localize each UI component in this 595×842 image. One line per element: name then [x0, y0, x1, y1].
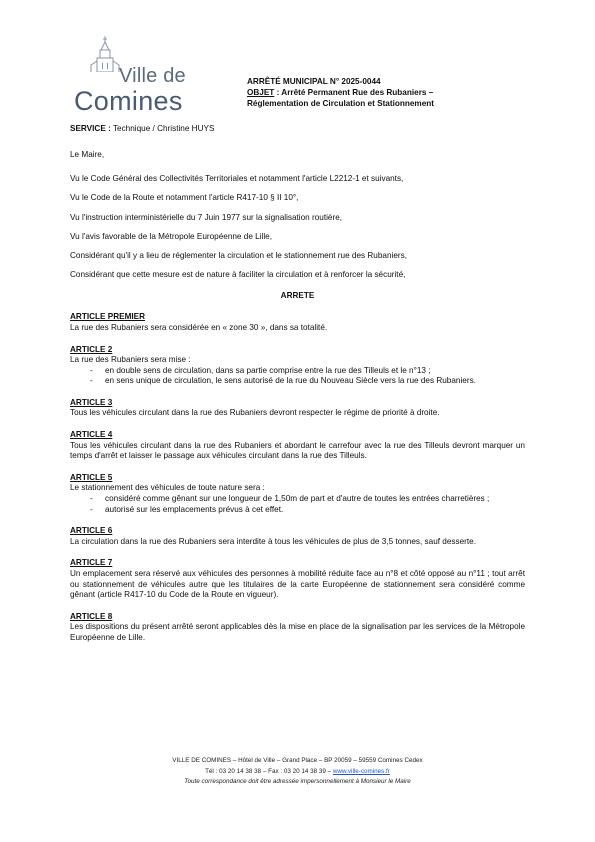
article-title: ARTICLE 6 [70, 526, 113, 536]
document-body [70, 124, 525, 644]
article-2 [70, 345, 525, 387]
article-text: Tous les véhicules circulant dans la rue des Rubaniers et abordant le carrefour avec la rue des Tilleuls devront marquer un temps d'arrêt et laisser le passage aux véhicules circulant dans la rue des Tilleuls. [70, 440, 525, 461]
footer-notice: Toute correspondance doit être adressée impersonnellement à Monsieur le Maire [184, 778, 411, 785]
city-logo [72, 30, 192, 115]
service-value: Technique / Christine HUYS [110, 124, 215, 133]
article-title: ARTICLE 3 [70, 397, 113, 407]
considerant: Considérant que cette mesure est de nature à faciliter la circulation et à renforcer la sécurité, [70, 270, 406, 280]
list-item: - en double sens de circulation, dans sa partie comprise entre la rue des Tilleuls et le n°13 ; [70, 366, 525, 377]
article-intro: Le stationnement des véhicules de toute nature sera : [70, 483, 265, 493]
article-5 [70, 473, 525, 515]
article-title: ARTICLE 8 [70, 611, 113, 621]
article-text: La circulation dans la rue des Rubaniers sera interdite à tous les véhicules de plus de 3,5 tonnes, sauf desserte. [70, 536, 476, 546]
logo-text-comines: Comines [74, 86, 183, 116]
article-title: ARTICLE 7 [70, 558, 113, 568]
logo-text-ville-de: Ville de [119, 65, 186, 87]
objet-line [247, 87, 434, 98]
considerant: Vu l'instruction interministérielle du 7 Juin 1977 sur la signalisation routière, [70, 212, 343, 222]
list-item: - considéré comme gênant sur une longueur de 1,50m de part et d'autre de toutes les entrées charretières ; [70, 494, 525, 505]
church-tower-icon [88, 36, 122, 72]
list-item: - autorisé sur les emplacements prévus à cet effet. [70, 505, 525, 516]
article-8 [70, 612, 525, 644]
considerant: Vu l'avis favorable de la Métropole Européenne de Lille, [70, 231, 272, 241]
list-item: - en sens unique de circulation, le sens autorisé de la rue du Nouveau Siècle vers la rue des Rubaniers. [70, 376, 525, 387]
considerant: Considérant qu'il y a lieu de réglementer la circulation et le stationnement rue des Rubaniers, [70, 250, 407, 260]
considerant: Vu le Code Général des Collectivités Territoriales et notamment l'article L2212-1 et suivants, [70, 174, 404, 184]
considerant: Vu le Code de la Route et notamment l'article R417-10 § II 10°, [70, 193, 299, 203]
footer-phone-fax: Tél : 03 20 14 38 38 – Fax : 03 20 14 38 39 – [205, 767, 333, 775]
article-7 [70, 558, 525, 600]
article-title: ARTICLE 5 [70, 472, 113, 482]
article-3 [70, 398, 525, 419]
article-text: Les dispositions du présent arrêté seront applicables dès la mise en place de la signalisation par les services de la Métropole Européenne de Lille. [70, 622, 525, 642]
footer-address: VILLE DE COMINES – Hôtel de Ville – Grand Place – BP 20059 – 59559 Comines Cedex [172, 757, 423, 764]
article-text: La rue des Rubaniers sera considérée en « zone 30 », dans sa totalité. [70, 322, 328, 332]
arrete-title-block [247, 76, 434, 109]
article-title: ARTICLE 2 [70, 344, 113, 354]
page-footer [0, 756, 595, 788]
article-title: ARTICLE 4 [70, 430, 113, 440]
article-text: Tous les véhicules circulant dans la rue des Rubaniers devront respecter le régime de priorité à droite. [70, 408, 440, 418]
service-label: SERVICE : [70, 124, 111, 133]
arrete-number: ARRÊTÉ MUNICIPAL N° 2025-0044 [247, 77, 381, 86]
arrete-heading: ARRETE [280, 290, 315, 300]
article-text: Un emplacement sera réservé aux véhicules des personnes à mobilité réduite face au n°8 et côté opposé au n°11 ; tout arrêt ou stationnement de véhicules autre que les titulaires de la carte Européenne de stationnement sera considéré comme gênant (article R417-10 du Code de la Route en vigueur). [70, 569, 525, 600]
footer-contact [0, 767, 595, 778]
article-title: ARTICLE PREMIER [70, 312, 146, 322]
objet-label: OBJET [247, 88, 275, 97]
article-1 [70, 312, 525, 333]
website-link[interactable]: www.ville-comines.fr [332, 767, 390, 775]
service-line [70, 124, 525, 135]
article-4 [70, 430, 525, 462]
objet-line-2: Réglementation de Circulation et Stationnement [247, 99, 434, 108]
article-6 [70, 526, 525, 547]
salutation: Le Maire, [70, 149, 105, 159]
objet-text: : Arrêté Permanent Rue des Rubaniers – [274, 88, 434, 97]
article-intro: La rue des Rubaniers sera mise : [70, 355, 191, 365]
